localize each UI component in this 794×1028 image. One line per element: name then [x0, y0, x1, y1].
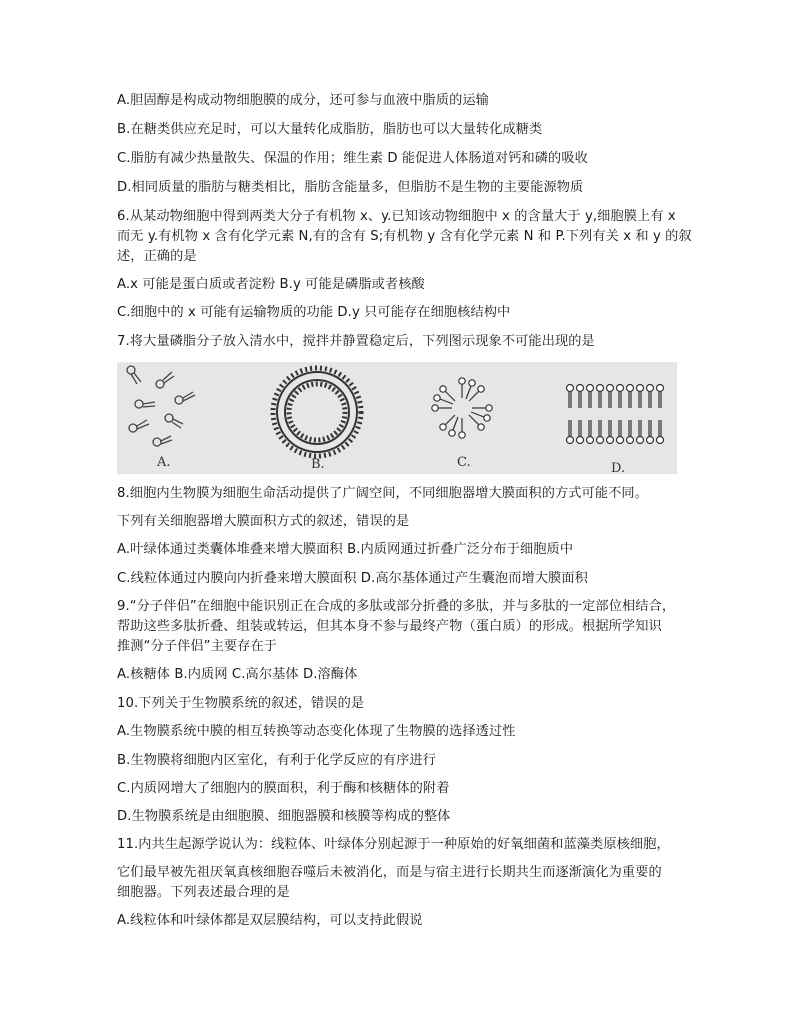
q6-options-ab: A.x 可能是蛋白质或者淀粉 B.y 可能是磷脂或者核酸: [117, 277, 425, 292]
panel-d-bilayer: [567, 385, 664, 444]
q6-stem-line: 述，正确的是: [117, 249, 197, 264]
q11-stem-line: 细胞器。下列表述最合理的是: [117, 885, 290, 900]
q5-option-b: B.在糖类供应充足时，可以大量转化成脂肪，脂肪也可以大量转化成糖类: [117, 122, 543, 137]
q7-stem: 7.将大量磷脂分子放入清水中，搅拌并静置稳定后，下列图示现象不可能出现的是: [117, 334, 595, 349]
q8-options-ab: A.叶绿体通过类囊体堆叠来增大膜面积 B.内质网通过折叠广泛分布于细胞质中: [117, 542, 574, 557]
q10-option-c: C.内质网增大了细胞内的膜面积，利于酶和核糖体的附着: [117, 781, 450, 796]
q8-options-cd: C.线粒体通过内膜向内折叠来增大膜面积 D.高尔基体通过产生囊泡而增大膜面积: [117, 571, 588, 586]
q8-stem-line: 下列有关细胞器增大膜面积方式的叙述，错误的是: [117, 514, 410, 529]
panel-b-liposome: [273, 368, 361, 456]
q5-option-c: C.脂肪有减少热量散失、保温的作用；维生素 D 能促进人体肠道对钙和磷的吸收: [117, 151, 588, 166]
q10-stem: 10.下列关于生物膜系统的叙述，错误的是: [117, 696, 365, 711]
q5-option-a: A.胆固醇是构成动物细胞膜的成分，还可参与血液中脂质的运输: [117, 93, 489, 108]
q6-stem-line: 6.从某动物细胞中得到两类大分子有机物 x、y.已知该动物细胞中 x 的含量大于 y,细胞膜上有 x: [117, 209, 676, 224]
figure-label-d: D.: [611, 461, 626, 474]
q5-option-d: D.相同质量的脂肪与糖类相比，脂肪含能量多，但脂肪不是生物的主要能源物质: [117, 180, 584, 195]
panel-a-scattered-molecules: [127, 366, 195, 446]
q9-stem-line: 9.“分子伴侣”在细胞中能识别正在合成的多肽或部分折叠的多肽，并与多肽的一定部位相结合，: [117, 599, 676, 614]
figure-label-a: A.: [157, 455, 171, 470]
q9-options: A.核糖体 B.内质网 C.高尔基体 D.溶酶体: [117, 667, 358, 682]
q10-option-a: A.生物膜系统中膜的相互转换等动态变化体现了生物膜的选择透过性: [117, 724, 516, 739]
q8-stem-line: 8.细胞内生物膜为细胞生命活动提供了广阔空间，不同细胞器增大膜面积的方式可能不同。: [117, 486, 648, 501]
phospholipid-figure: [117, 362, 677, 474]
q11-stem-line: 11.内共生起源学说认为：线粒体、叶绿体分别起源于一种原始的好氧细菌和蓝藻类原核细胞，: [117, 837, 670, 852]
figure-label-c: C.: [457, 455, 471, 470]
figure-label-b: B.: [311, 457, 325, 472]
q10-option-b: B.生物膜将细胞内区室化，有利于化学反应的有序进行: [117, 753, 437, 768]
q10-option-d: D.生物膜系统是由细胞膜、细胞器膜和核膜等构成的整体: [117, 809, 451, 824]
q11-stem-line: 它们最早被先祖厌氧真核细胞吞噬后未被消化，而是与宿主进行长期共生而逐渐演化为重要的: [117, 865, 662, 880]
q6-options-cd: C.细胞中的 x 可能有运输物质的功能 D.y 只可能存在细胞核结构中: [117, 305, 511, 320]
phospholipid-diagram: [117, 362, 677, 474]
q9-stem-line: 帮助这些多肽折叠、组装或转运，但其本身不参与最终产物（蛋白质）的形成。根据所学知识: [117, 619, 662, 634]
panel-c-micelle: [432, 378, 492, 438]
q11-option-a: A.线粒体和叶绿体都是双层膜结构，可以支持此假说: [117, 913, 423, 928]
q9-stem-line: 推测“分子伴侣”主要存在于: [117, 639, 278, 654]
q6-stem-line: 而无 y.有机物 x 含有化学元素 N,有的含有 S;有机物 y 含有化学元素 N 和 P.下列有关 x 和 y 的叙: [117, 229, 692, 244]
